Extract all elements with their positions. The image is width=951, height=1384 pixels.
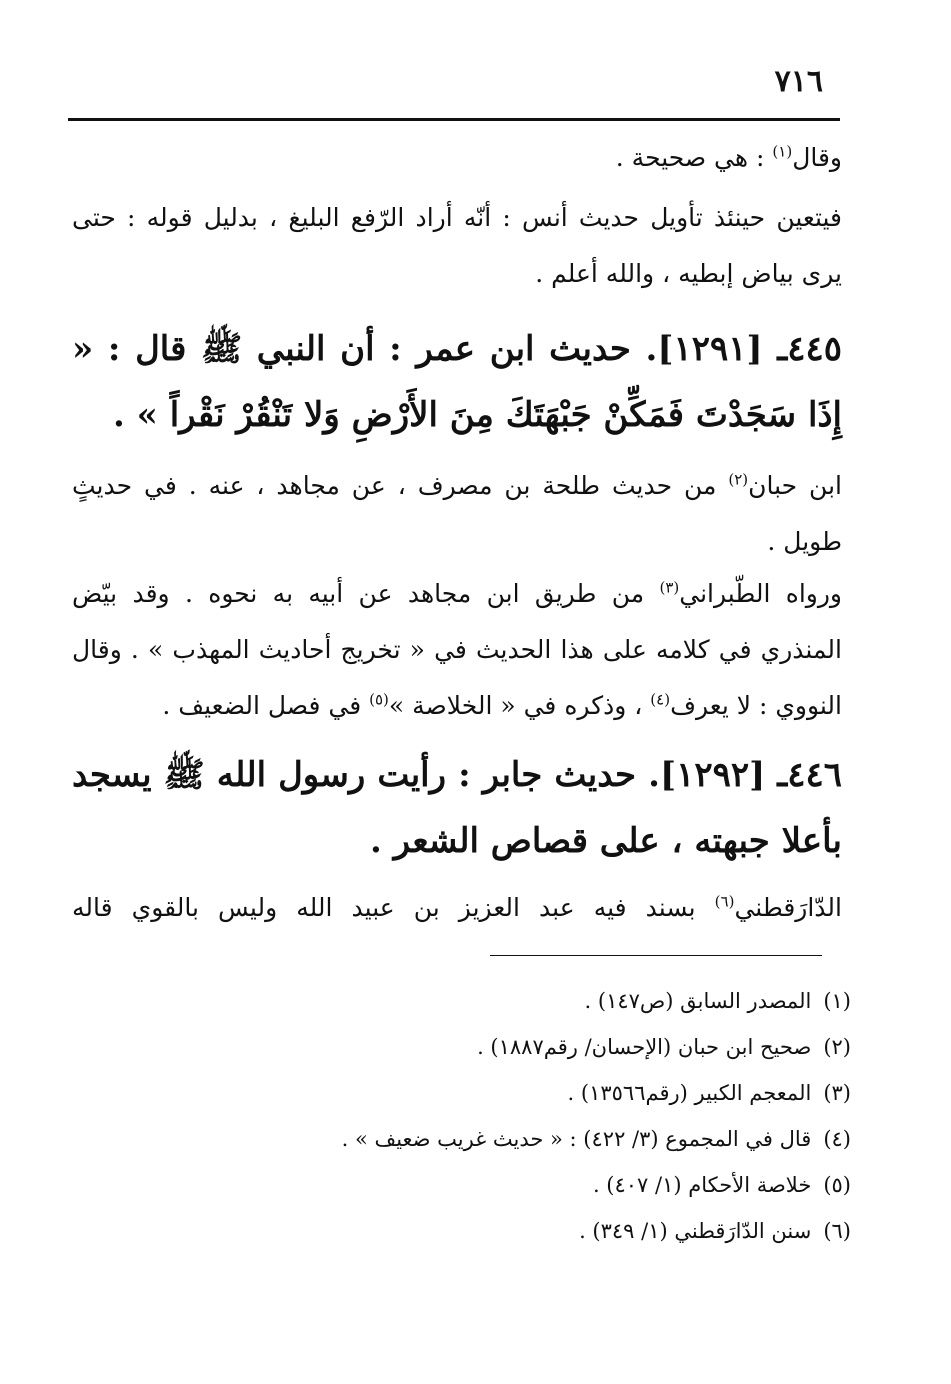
note-ref-4: (٤) [650, 690, 671, 709]
note-ref-2: (٢) [728, 470, 749, 489]
footnote-rule [490, 955, 822, 956]
footnote-text: خلاصة الأحكام (١/ ٤٠٧) . [592, 1173, 812, 1197]
footnote-1 [151, 978, 851, 1024]
hadith-445-number: ٤٤٥ـ [١٢٩١] [657, 329, 842, 369]
hadith-446 [72, 742, 842, 874]
footnote-4 [151, 1116, 851, 1162]
paragraph-5-text: الدّارَقطني [734, 893, 842, 922]
footnote-2 [151, 1024, 851, 1070]
footnote-number: (٢) [823, 1035, 851, 1059]
hadith-446-number: ٤٤٦ـ [١٢٩٢] [659, 755, 843, 795]
paragraph-4 [72, 566, 842, 734]
footnote-6 [151, 1208, 851, 1254]
hadith-446-text: . حديث جابر : رأيت رسول الله ﷺ يسجد بأعلا جبهته ، على قصاص الشعر . [72, 755, 842, 861]
footnote-number: (٦) [823, 1219, 851, 1243]
note-ref-6: (٦) [714, 892, 735, 911]
footnotes [151, 978, 851, 1254]
paragraph-5 [72, 880, 842, 936]
page-number: ٧١٦ [774, 64, 823, 99]
footnote-number: (٤) [823, 1127, 851, 1151]
paragraph-4-part-4: في فصل الضعيف . [162, 691, 370, 720]
paragraph-4-part-1: ورواه الطّبراني [679, 579, 842, 608]
paragraph-1 [72, 130, 842, 186]
footnote-text: المصدر السابق (ص١٤٧) . [584, 989, 812, 1013]
footnote-text: المعجم الكبير (رقم١٣٥٦٦) . [567, 1081, 812, 1105]
footnote-3 [151, 1070, 851, 1116]
note-ref-5: (٥) [369, 690, 389, 709]
header-rule [68, 118, 840, 121]
paragraph-4-part-3: ، وذكره في « الخلاصة » [388, 691, 651, 720]
footnote-number: (٥) [823, 1173, 851, 1197]
footnote-5 [151, 1162, 851, 1208]
note-ref-1: (١) [772, 142, 793, 161]
note-ref-3: (٣) [659, 578, 680, 597]
paragraph-5-tail: بسند فيه عبد العزيز بن عبيد الله وليس بالقوي قاله [72, 893, 715, 922]
paragraph-1-tail: : هي صحيحة . [615, 143, 773, 172]
paragraph-3-tail: من حديث طلحة بن مصرف ، عن مجاهد ، عنه . في حديثٍ طويل . [72, 471, 842, 556]
footnote-number: (٣) [823, 1081, 851, 1105]
paragraph-2: فيتعين حينئذ تأويل حديث أنس : أنّه أراد الرّفع البليغ ، بدليل قوله : حتى يرى بياض إبطيه ، والله أعلم . [72, 203, 842, 288]
paragraph-4-part-2: من طريق ابن مجاهد عن أبيه به نحوه . وقد بيّض المنذري في كلامه على هذا الحديث في « تخريج أحاديث المهذب » . وقال النووي : لا يعرف [72, 579, 842, 720]
footnote-text: سنن الدّارَقطني (١/ ٣٤٩) . [579, 1219, 812, 1243]
paragraph-3-text: ابن حبان [748, 471, 842, 500]
hadith-445-text: . حديث ابن عمر : أن النبي ﷺ قال : « إِذَا سَجَدْتَ فَمَكِّنْ جَبْهَتَكَ مِنَ الأَرْضِ وَلا تَنْقُرْ نَقْراً » . [72, 329, 842, 435]
footnote-text: قال في المجموع (٣/ ٤٢٢) : « حديث غريب ضعيف » . [341, 1127, 812, 1151]
footnote-number: (١) [823, 989, 851, 1013]
paragraph-1-text: وقال [792, 143, 842, 172]
paragraph-3 [72, 458, 842, 570]
hadith-445 [72, 316, 842, 448]
footnote-text: صحيح ابن حبان (الإحسان/ رقم١٨٨٧) . [477, 1035, 812, 1059]
